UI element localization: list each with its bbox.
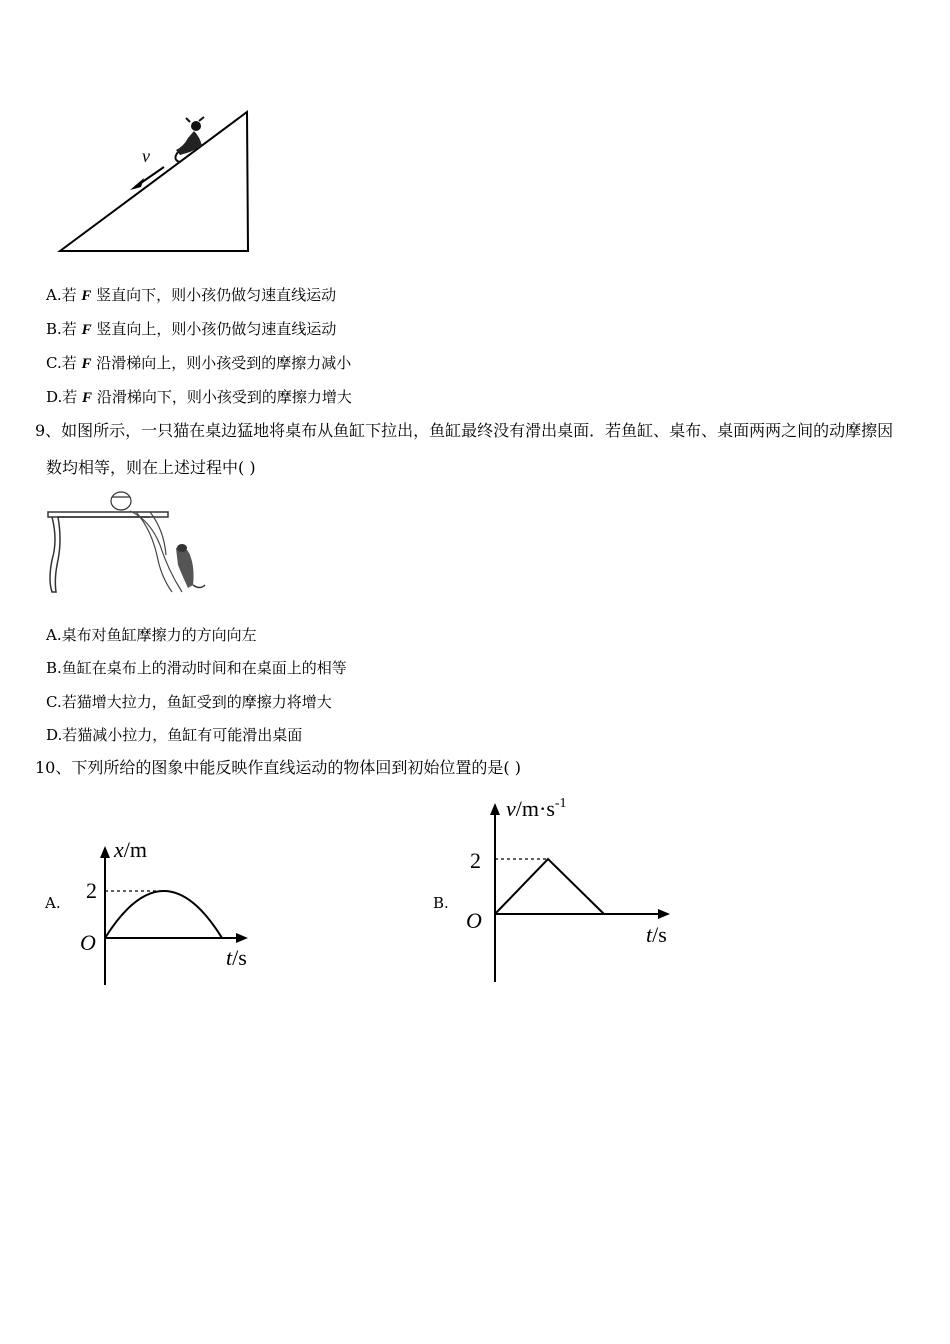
q8-option-c — [46, 353, 351, 374]
q10-stem: 10、下列所给的图象中能反映作直线运动的物体回到初始位置的是( ) — [35, 758, 521, 777]
slide-figure — [40, 105, 270, 265]
option-prefix: B.若 — [46, 320, 82, 338]
option-text: 沿滑梯向上，则小孩受到的摩擦力减小 — [91, 354, 352, 372]
graph-a-x-arrow — [236, 933, 248, 943]
option-prefix: C.若 — [46, 354, 82, 372]
graph-b-y-axis-label: $v/m\cdot s^{-1}$ — [506, 796, 567, 821]
tablecloth — [130, 511, 182, 592]
option-text: 竖直向下，则小孩仍做匀速直线运动 — [91, 286, 337, 304]
graph-a-origin-label: O — [80, 930, 96, 955]
graph-a — [70, 835, 260, 995]
q9-option-a: A.桌布对鱼缸摩擦力的方向向左 — [46, 626, 257, 644]
graph-b-x-axis-label: t/s — [646, 922, 667, 947]
graph-b-peak-label: 2 — [470, 848, 481, 873]
graph-a-curve — [105, 891, 222, 938]
graph-a-y-arrow — [100, 846, 110, 858]
force-symbol: F — [81, 288, 92, 304]
graph-b-x-arrow — [658, 909, 670, 919]
q8-option-b — [46, 319, 336, 340]
q8-option-d — [46, 387, 352, 408]
q9-option-d: D.若猫减小拉力，鱼缸有可能滑出桌面 — [46, 726, 303, 744]
cat-table-figure — [44, 488, 214, 598]
force-symbol: F — [81, 322, 92, 338]
slide-outline — [60, 112, 248, 251]
q9-option-c: C.若猫增大拉力，鱼缸受到的摩擦力将增大 — [46, 693, 332, 711]
option-text: 竖直向上，则小孩仍做匀速直线运动 — [91, 320, 337, 338]
graph-b — [460, 792, 690, 992]
graph-b-option-label: B. — [433, 894, 449, 912]
graph-b-y-arrow — [490, 803, 500, 815]
force-symbol: F — [81, 356, 92, 372]
graph-a-x-axis-label: t/s — [226, 945, 247, 970]
graph-a-option-label: A. — [45, 894, 61, 912]
graph-b-line — [495, 859, 604, 914]
q9-option-b: B.鱼缸在桌布上的滑动时间和在桌面上的相等 — [46, 659, 347, 677]
graph-a-peak-label: 2 — [86, 878, 97, 903]
velocity-label: v — [142, 146, 150, 166]
q8-option-a — [46, 285, 336, 306]
graph-b-origin-label: O — [466, 908, 482, 933]
table — [48, 512, 168, 592]
option-text: 沿滑梯向下，则小孩受到的摩擦力增大 — [92, 388, 352, 406]
q9-stem-line2: 数均相等，则在上述过程中( ) — [46, 458, 256, 477]
graph-a-y-axis-label: x/m — [114, 837, 147, 862]
force-symbol: F — [82, 390, 93, 406]
option-prefix: A.若 — [46, 286, 82, 304]
fish-bowl — [111, 492, 131, 510]
option-prefix: D.若 — [46, 388, 83, 406]
cat — [176, 544, 205, 588]
q9-stem-line1: 9、如图所示，一只猫在桌边猛地将桌布从鱼缸下拉出，鱼缸最终没有滑出桌面．若鱼缸、桌布、桌面两两之间的动摩擦因 — [35, 421, 894, 440]
